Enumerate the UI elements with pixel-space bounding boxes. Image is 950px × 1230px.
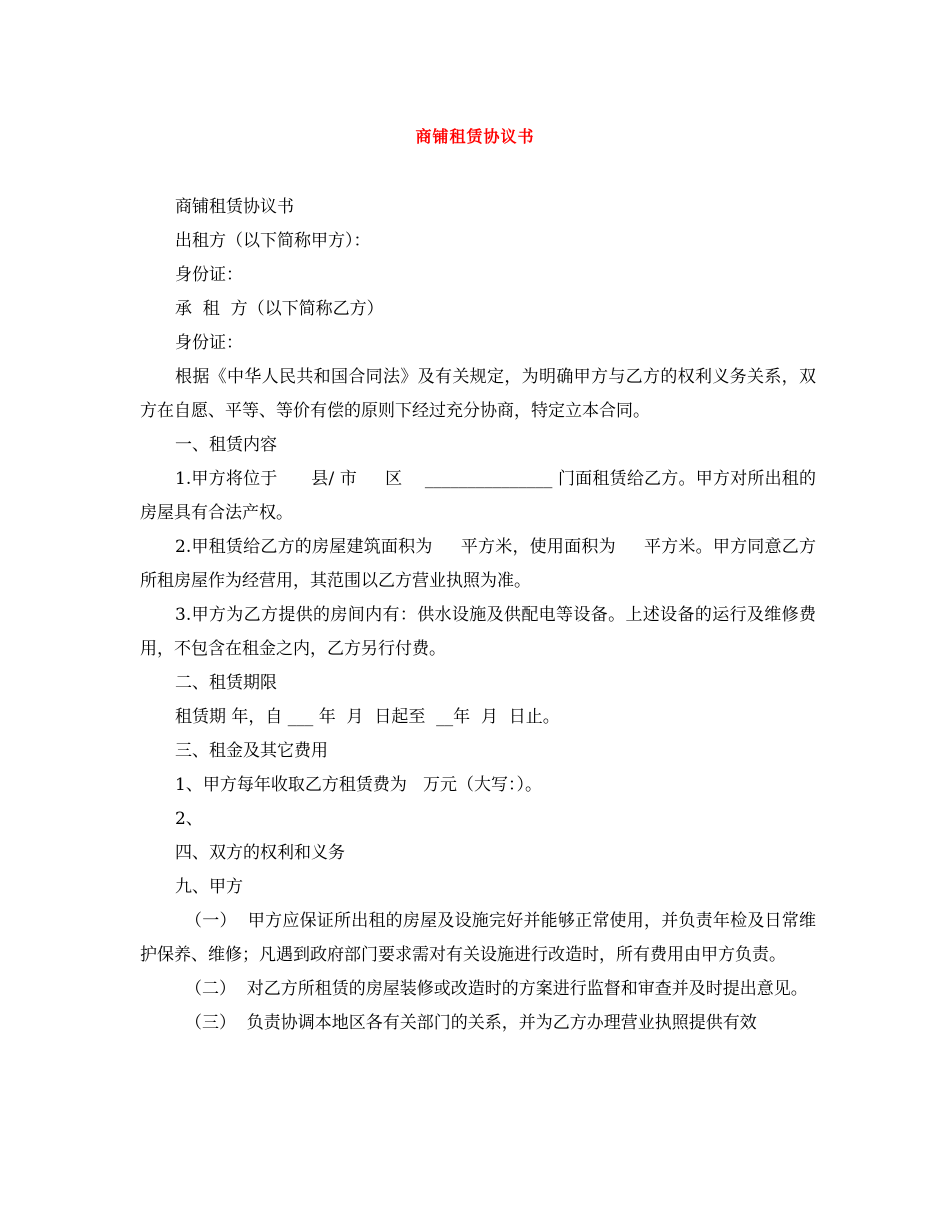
paragraph: （一） 甲方应保证所出租的房屋及设施完好并能够正常使用，并负责年检及日常维护保养、维修；凡遇到政府部门要求需对有关设施进行改造时，所有费用由甲方负责。 — [140, 911, 816, 965]
paragraph: 出租方（以下简称甲方）： — [175, 231, 371, 251]
paragraph: 2.甲租赁给乙方的房屋建筑面积为 平方米，使用面积为 平方米。甲方同意乙方所租房屋作为经营用，其范围以乙方营业执照为准。 — [140, 537, 816, 591]
paragraph: 1.甲方将位于 县/ 市 区 _______________ 门面租赁给乙方。甲方对所出租的房屋具有合法产权。 — [140, 469, 816, 523]
paragraph: 身份证： — [175, 265, 243, 285]
paragraph: 3.甲方为乙方提供的房间内有：供水设施及供配电等设备。上述设备的运行及维修费用，不包含在租金之内，乙方另行付费。 — [140, 605, 816, 659]
document-body — [140, 190, 816, 1040]
paragraph: 商铺租赁协议书 — [175, 197, 294, 217]
paragraph: （二） 对乙方所租赁的房屋装修或改造时的方案进行监督和审查并及时提出意见。 — [185, 979, 808, 999]
document-title: 商铺租赁协议书 — [415, 127, 535, 146]
paragraph: 承 租 方（以下简称乙方） — [175, 299, 384, 319]
paragraph: 三、租金及其它费用 — [175, 741, 328, 761]
paragraph: 一、租赁内容 — [175, 435, 277, 455]
paragraph: 身份证： — [175, 333, 243, 353]
paragraph: （三） 负责协调本地区各有关部门的关系，并为乙方办理营业执照提供有效 — [185, 1013, 757, 1033]
paragraph: 二、租赁期限 — [175, 673, 277, 693]
paragraph: 四、双方的权利和义务 — [175, 843, 345, 863]
paragraph: 2、 — [175, 809, 203, 829]
paragraph: 根据《中华人民共和国合同法》及有关规定，为明确甲方与乙方的权利义务关系，双方在自愿、平等、等价有偿的原则下经过充分协商，特定立本合同。 — [140, 367, 816, 421]
paragraph: 租赁期 年，自 ___ 年 月 日起至 __年 月 日止。 — [175, 707, 560, 727]
paragraph: 九、甲方 — [175, 877, 243, 897]
paragraph: 1、甲方每年收取乙方租赁费为 万元（大写：）。 — [175, 775, 543, 795]
